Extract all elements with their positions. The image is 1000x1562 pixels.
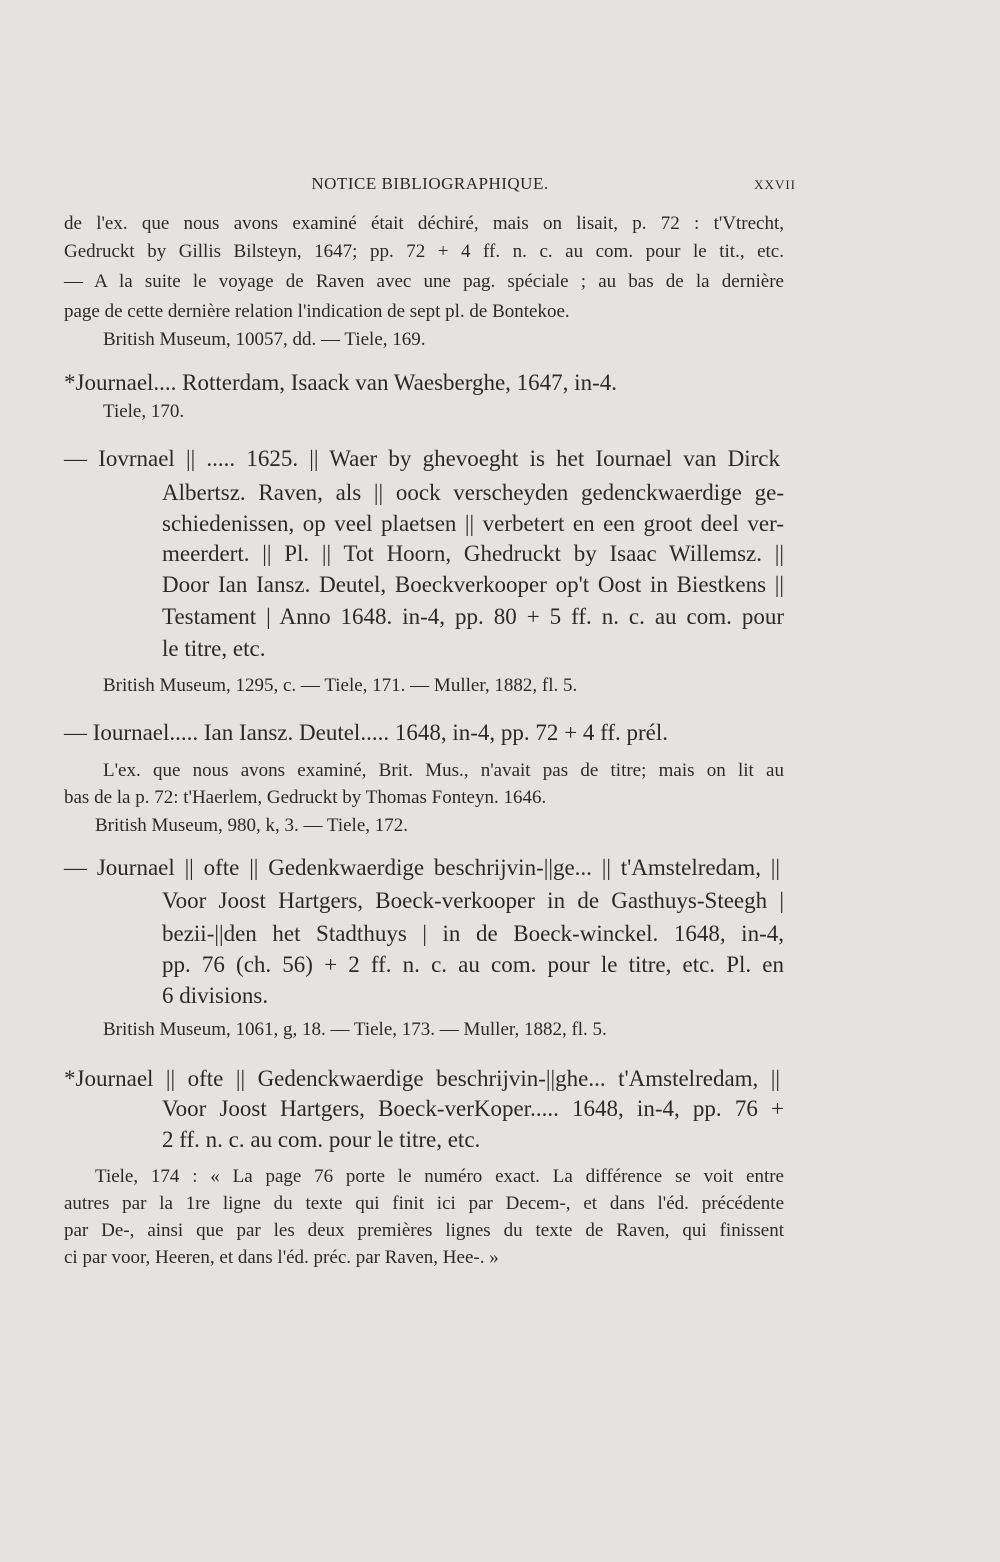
text-line: Albertsz. Raven, als || oock verscheyden gedenckwaerdige ge-: [162, 480, 784, 505]
text-line: Voor Joost Hartgers, Boeck-verKoper..... 1648, in-4, pp. 76 +: [162, 1096, 784, 1121]
running-title: NOTICE BIBLIOGRAPHIQUE.: [311, 174, 549, 193]
text-line: pp. 76 (ch. 56) + 2 ff. n. c. au com. pour le titre, etc. Pl. en: [162, 952, 784, 977]
entry-heading: — Journael || ofte || Gedenkwaerdige beschrijvin-||ge... || t'Amstelredam, ||: [64, 855, 780, 880]
quote-line: Tiele, 174 : « La page 76 porte le numéro exact. La différence se voit entre: [95, 1166, 784, 1187]
text-line: L'ex. que nous avons examiné, Brit. Mus., n'avait pas de titre; mais on lit au: [103, 760, 784, 781]
running-header: [64, 174, 796, 198]
text-line: — A la suite le voyage de Raven avec une pag. spéciale ; au bas de la dernière: [64, 271, 784, 292]
reference-line: British Museum, 1061, g, 18. — Tiele, 173. — Muller, 1882, fl. 5.: [103, 1019, 607, 1040]
text-line: 2 ff. n. c. au com. pour le titre, etc.: [162, 1127, 481, 1152]
text-line: 6 divisions.: [162, 983, 269, 1008]
entry-heading: *Journael.... Rotterdam, Isaack van Waesberghe, 1647, in-4.: [64, 370, 617, 395]
text-line: bas de la p. 72: t'Haerlem, Gedruckt by Thomas Fonteyn. 1646.: [64, 787, 547, 808]
reference-line: Tiele, 170.: [103, 401, 185, 422]
text-line: page de cette dernière relation l'indication de sept pl. de Bontekoe.: [64, 301, 570, 322]
quote-line: autres par la 1re ligne du texte qui finit ici par Decem-, et dans l'éd. précédente: [64, 1193, 784, 1214]
text-line: le titre, etc.: [162, 636, 266, 661]
text-line: meerdert. || Pl. || Tot Hoorn, Ghedruckt by Isaac Willemsz. ||: [162, 541, 784, 566]
text-line: Gedruckt by Gillis Bilsteyn, 1647; pp. 72 + 4 ff. n. c. au com. pour le tit., etc.: [64, 241, 784, 262]
text-line: Voor Joost Hartgers, Boeck-verkooper in de Gasthuys-Steegh |: [162, 888, 784, 913]
quote-line: par De-, ainsi que par les deux premières lignes du texte de Raven, qui finissent: [64, 1220, 784, 1241]
page-number: XXVII: [754, 177, 796, 192]
text-line: de l'ex. que nous avons examiné était déchiré, mais on lisait, p. 72 : t'Vtrecht,: [64, 213, 784, 234]
reference-line: British Museum, 10057, dd. — Tiele, 169.: [103, 329, 426, 350]
reference-line: British Museum, 980, k, 3. — Tiele, 172.: [95, 815, 408, 836]
text-line: schiedenissen, op veel plaetsen || verbetert en een groot deel ver-: [162, 511, 784, 536]
text-line: Door Ian Iansz. Deutel, Boeckverkooper op't Oost in Biestkens ||: [162, 572, 784, 597]
entry-heading: — Iournael..... Ian Iansz. Deutel..... 1648, in-4, pp. 72 + 4 ff. prél.: [64, 720, 669, 745]
reference-line: British Museum, 1295, c. — Tiele, 171. — Muller, 1882, fl. 5.: [103, 675, 578, 696]
quote-line: ci par voor, Heeren, et dans l'éd. préc. par Raven, Hee-. »: [64, 1247, 499, 1268]
text-line: Testament | Anno 1648. in-4, pp. 80 + 5 ff. n. c. au com. pour: [162, 604, 784, 629]
text-line: bezii-||den het Stadthuys | in de Boeck-winckel. 1648, in-4,: [162, 921, 784, 946]
entry-heading: *Journael || ofte || Gedenckwaerdige beschrijvin-||ghe... t'Amstelredam, ||: [64, 1066, 780, 1091]
entry-heading: — Iovrnael || ..... 1625. || Waer by ghevoeght is het Iournael van Dirck: [64, 446, 780, 471]
